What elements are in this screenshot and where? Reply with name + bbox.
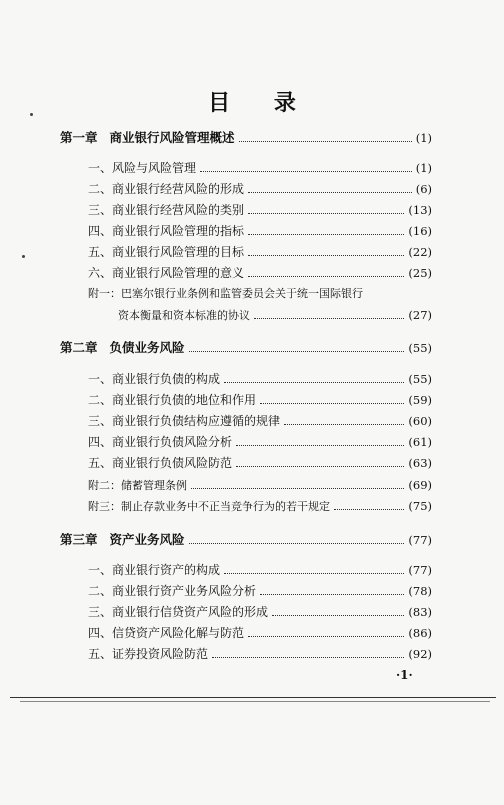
dot-leader [272,615,404,616]
toc-appendix-3[interactable] [88,498,432,515]
page-number: ·1· [396,668,413,682]
page-ref: (61) [408,435,432,449]
entry-title: 二、商业银行资产业务风险分析 [88,584,257,598]
toc-entry[interactable] [88,244,432,260]
entry-title: 二、商业银行负债的地位和作用 [88,393,257,407]
toc-entry[interactable] [88,413,432,429]
toc-entry[interactable] [88,223,432,239]
page-ref: (25) [408,266,432,280]
bottom-rule [10,697,496,698]
entry-title: 五、商业银行负债风险防范 [88,456,233,470]
page-ref: (77) [408,563,432,577]
toc-appendix-2[interactable] [88,477,432,494]
dot-leader [189,543,405,544]
chapter-number: 第二章 [60,340,98,355]
toc-entry[interactable] [88,562,432,578]
chapter-title: 商业银行风险管理概述 [109,130,235,145]
dot-leader [224,573,404,574]
entry-title: 四、商业银行负债风险分析 [88,435,233,449]
entry-title: 一、商业银行资产的构成 [88,563,221,577]
dot-leader [248,192,412,193]
page-ref: (77) [408,533,432,547]
dot-leader [189,351,405,352]
dot-leader [260,403,404,404]
toc-entry[interactable] [88,392,432,408]
toc-entry[interactable] [88,371,432,387]
page-title: 目 录 [208,91,314,116]
dot-leader [248,636,404,637]
dot-leader [248,276,404,277]
dot-leader [284,424,404,425]
entry-title: 一、风险与风险管理 [88,161,197,175]
page-ref: (13) [408,203,432,217]
entry-title: 二、商业银行经营风险的形成 [88,182,245,196]
bottom-rule-shadow [20,701,490,702]
toc-entry[interactable] [88,625,432,641]
dot-leader [191,488,404,489]
appendix-title: 附三：制止存款业务中不正当竞争行为的若干规定 [88,500,330,513]
toc-entry[interactable] [88,181,432,197]
appendix-title: 附二：储蓄管理条例 [88,479,187,492]
toc-chapter-3[interactable] [60,532,432,548]
page-ref: (16) [408,224,432,238]
page-ref: (78) [408,584,432,598]
toc-chapter-1[interactable] [60,130,432,146]
page-ref: (1) [415,161,432,175]
toc-entry[interactable] [88,265,432,281]
page-ref: (27) [408,308,432,322]
page-ref: (55) [408,372,432,386]
dot-leader [254,318,404,319]
appendix-title-line2: 资本衡量和资本标准的协议 [118,309,250,322]
entry-title: 四、商业银行风险管理的指标 [88,224,245,238]
page-ref: (83) [408,605,432,619]
chapter-title: 资产业务风险 [109,532,185,547]
chapter-title: 负债业务风险 [109,340,185,355]
chapter-number: 第一章 [60,130,98,145]
chapter-number: 第三章 [60,532,98,547]
entry-title: 三、商业银行负债结构应遵循的规律 [88,414,281,428]
entry-title: 三、商业银行经营风险的类别 [88,203,245,217]
dot-leader [260,594,404,595]
toc-appendix-1[interactable] [88,286,432,302]
entry-title: 六、商业银行风险管理的意义 [88,266,245,280]
scan-speck [30,113,33,116]
dot-leader [334,509,404,510]
toc-entry[interactable] [88,434,432,450]
entry-title: 五、商业银行风险管理的目标 [88,245,245,259]
dot-leader [212,657,404,658]
toc-entry[interactable] [88,646,432,662]
dot-leader [248,255,404,256]
dot-leader [248,234,404,235]
appendix-title-line1: 附一：巴塞尔银行业条例和监管委员会关于统一国际银行 [88,287,363,300]
dot-leader [224,382,404,383]
entry-title: 五、证券投资风险防范 [88,647,209,661]
page-ref: (69) [408,478,432,492]
dot-leader [239,141,412,142]
page-ref: (59) [408,393,432,407]
toc-chapter-2[interactable] [60,340,432,356]
dot-leader [248,213,404,214]
page-ref: (6) [415,182,432,196]
dot-leader [236,466,404,467]
page-ref: (55) [408,341,432,355]
toc-entry[interactable] [88,455,432,471]
entry-title: 四、信贷资产风险化解与防范 [88,626,245,640]
entry-title: 三、商业银行信贷资产风险的形成 [88,605,269,619]
page-ref: (1) [415,131,432,145]
toc-entry[interactable] [88,160,432,176]
page-ref: (75) [408,499,432,513]
toc-entry[interactable] [88,583,432,599]
toc-entry[interactable] [88,202,432,218]
page-ref: (92) [408,647,432,661]
page-ref: (86) [408,626,432,640]
toc-appendix-1-cont[interactable] [118,307,432,324]
dot-leader [236,445,404,446]
scan-speck [22,255,25,258]
toc-entry[interactable] [88,604,432,620]
page-ref: (63) [408,456,432,470]
page-ref: (60) [408,414,432,428]
page-ref: (22) [408,245,432,259]
dot-leader [200,171,412,172]
entry-title: 一、商业银行负债的构成 [88,372,221,386]
